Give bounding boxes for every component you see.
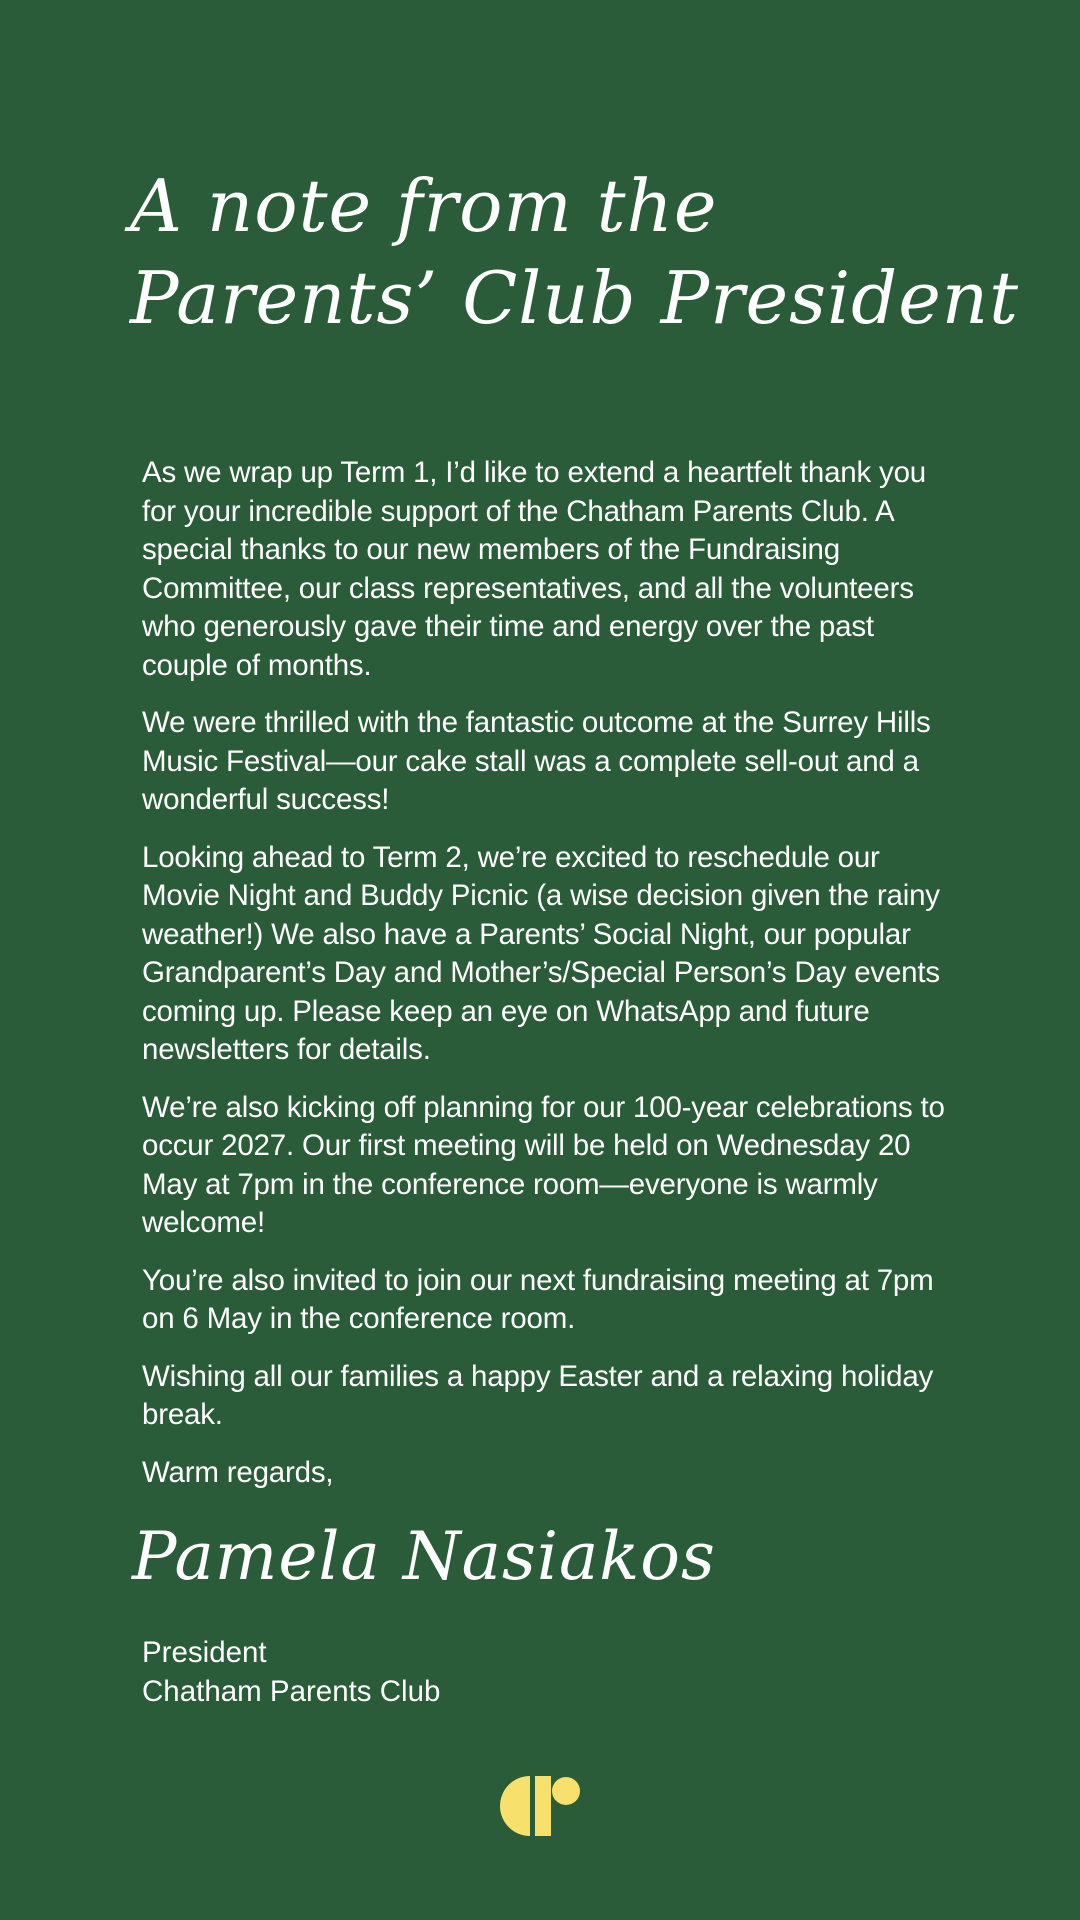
signatory-details (142, 1634, 440, 1711)
letter-body (142, 454, 952, 1511)
closing-salutation: Warm regards, (142, 1455, 334, 1489)
paragraph-fundraising-meeting: You’re also invited to join our next fundraising meeting at 7pm on 6 May in the conference room. (142, 1263, 934, 1335)
paragraph-term-2-events: Looking ahead to Term 2, we’re excited to reschedule our Movie Night and Buddy Picnic (a wise decision given the rainy weather!) We also have a Parents’ Social Night, our popular Grandparent’s Day and Mother’s/Special Person’s Day events coming up. Please keep an eye on WhatsApp and future newsletters for details. (142, 840, 940, 1066)
paragraph-100-year-celebrations: We’re also kicking off planning for our 100-year celebrations to occur 2027. Our first meeting will be held on Wednesday 20 May at 7pm in the conference room—everyone is warmly welcome! (142, 1090, 945, 1239)
signatory-organization: Chatham Parents Club (142, 1674, 441, 1708)
signature: Pamela Nasiakos (132, 1518, 716, 1595)
paragraph-easter-wishes: Wishing all our families a happy Easter and a relaxing holiday break. (142, 1359, 934, 1431)
paragraph-term-1-thanks: As we wrap up Term 1, I’d like to extend a heartfelt thank you for your incredible support of the Chatham Parents Club. A special thanks to our new members of the Fundraising Committee, our class representatives, and all the volunteers who generously gave their time and energy over the past couple of months. (142, 456, 926, 682)
page-title (130, 160, 1020, 344)
paragraph-music-festival: We were thrilled with the fantastic outcome at the Surrey Hills Music Festival—our cake stall was a complete sell-out and a wonderful success! (142, 706, 931, 816)
chatham-parents-club-logo-icon (500, 1776, 582, 1836)
title-line-1: A note from the (130, 164, 718, 248)
title-line-2: Parents’ Club President (130, 256, 1020, 340)
signatory-role: President (142, 1636, 267, 1669)
